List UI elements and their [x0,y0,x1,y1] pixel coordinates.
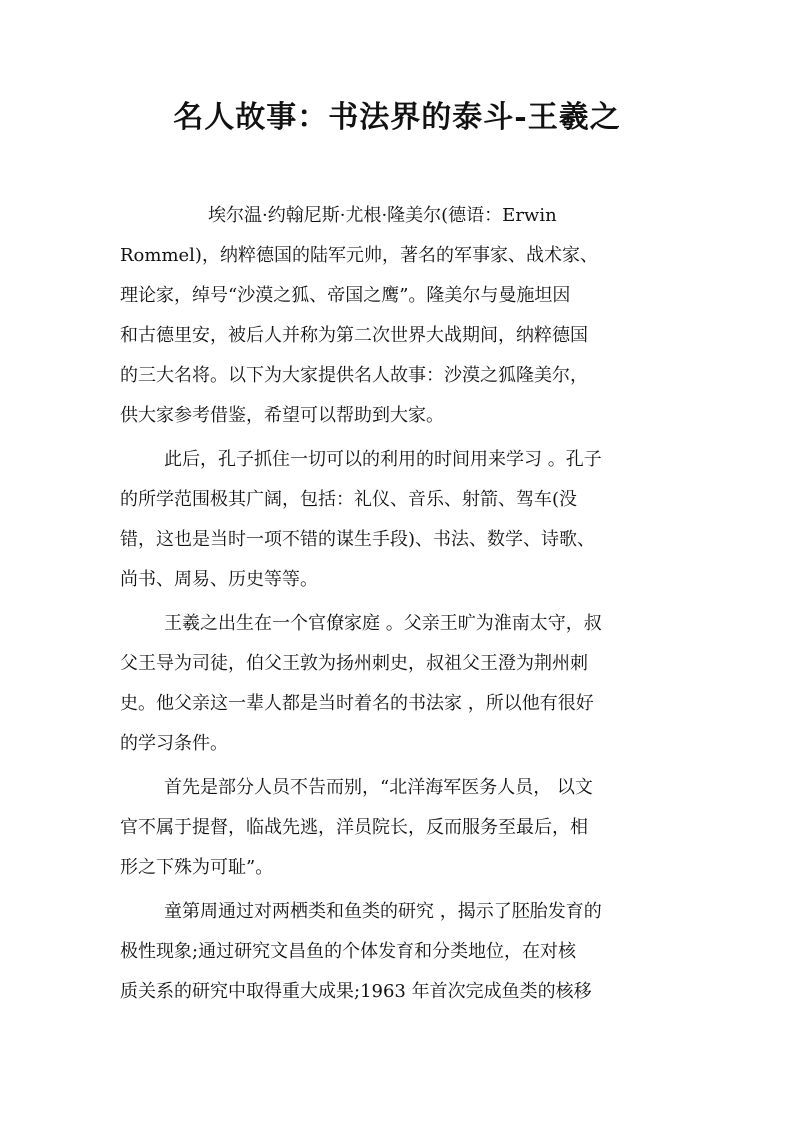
document-body [120,196,676,1016]
text-line: 尚书、周易、历史等等。 [120,569,318,590]
text-line: 形之下殊为可耻”。 [120,857,274,878]
text-line: 的所学范围极其广阔，包括：礼仪、音乐、射箭、驾车(没 [120,489,578,510]
paragraph-wang-xizhi [120,604,676,764]
text-line: 童第周通过对两栖类和鱼类的研究 ，揭示了胚胎发育的 [164,901,602,922]
text-line: 的三大名将。以下为大家提供名人故事：沙漠之狐隆美尔， [120,365,588,386]
text-line: 父王导为司徒，伯父王敦为扬州刺史，叔祖父王澄为荆州刺 [120,653,588,674]
paragraph-beiyang-navy [120,768,676,888]
text-line: 首先是部分人员不告而别，“北洋海军医务人员， 以文 [164,777,593,798]
text-line: 官不属于提督，临战先逃，洋员院长，反而服务至最后，相 [120,817,588,838]
text-line: Rommel)，纳粹德国的陆军元帅，著名的军事家、战术家、 [120,245,598,266]
text-line: 质关系的研究中取得重大成果;1963 年首次完成鱼类的核移 [120,981,592,1002]
text-line: 的学习条件。 [120,733,228,754]
text-line: 此后，孔子抓住一切可以的利用的时间用来学习 。孔子 [164,449,602,470]
text-line: 错，这也是当时一项不错的谋生手段)、书法、数学、诗歌、 [120,529,596,550]
text-line: 理论家，绰号“沙漠之狐、帝国之鹰”。隆美尔与曼施坦因 [120,285,571,306]
paragraph-confucius [120,440,676,600]
text-line: 埃尔温·约翰尼斯·尤根·隆美尔(德语：Erwin [208,205,557,226]
text-line: 供大家参考借鉴，希望可以帮助到大家。 [120,405,444,426]
paragraph-tong-dizhou [120,892,676,1012]
document-title: 名人故事：书法界的泰斗-王羲之 [173,100,621,135]
text-line: 史。他父亲这一辈人都是当时着名的书法家 ，所以他有很好 [120,693,594,714]
paragraph-rommel [120,196,676,436]
text-line: 王羲之出生在一个官僚家庭 。父亲王旷为淮南太守，叔 [164,613,602,634]
text-line: 和古德里安，被后人并称为第二次世界大战期间，纳粹德国 [120,325,588,346]
text-line: 极性现象;通过研究文昌鱼的个体发育和分类地位，在对核 [120,941,577,962]
